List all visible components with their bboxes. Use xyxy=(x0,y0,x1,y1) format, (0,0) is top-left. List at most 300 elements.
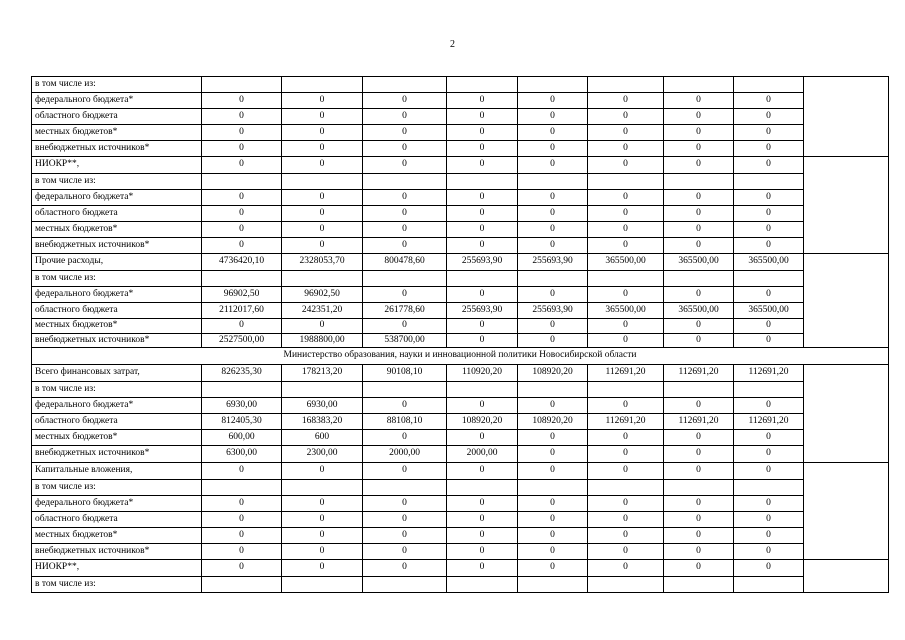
extra-cell xyxy=(804,287,889,303)
row-label: федерального бюджета* xyxy=(32,93,202,109)
value-cell xyxy=(282,77,363,93)
value-cell xyxy=(202,480,282,496)
table-row xyxy=(32,109,889,125)
value-cell: 0 xyxy=(664,222,734,238)
value-cell: 112691,20 xyxy=(664,414,734,430)
value-cell: 0 xyxy=(588,190,664,206)
value-cell xyxy=(363,577,447,593)
row-label: местных бюджетов* xyxy=(32,222,202,238)
table-row xyxy=(32,414,889,430)
row-label: федерального бюджета* xyxy=(32,496,202,512)
row-label: Всего финансовых затрат, xyxy=(32,365,202,382)
value-cell: 0 xyxy=(447,512,518,528)
table-row xyxy=(32,93,889,109)
value-cell: 365500,00 xyxy=(664,303,734,319)
row-label: местных бюджетов* xyxy=(32,430,202,446)
value-cell xyxy=(518,577,588,593)
value-cell: 0 xyxy=(447,222,518,238)
value-cell: 0 xyxy=(282,190,363,206)
value-cell: 0 xyxy=(282,125,363,141)
extra-cell xyxy=(804,93,889,109)
value-cell: 261778,60 xyxy=(363,303,447,319)
value-cell: 0 xyxy=(588,109,664,125)
value-cell: 0 xyxy=(664,560,734,577)
value-cell: 0 xyxy=(363,430,447,446)
value-cell: 0 xyxy=(282,512,363,528)
value-cell xyxy=(447,382,518,398)
value-cell: 0 xyxy=(588,334,664,348)
value-cell: 0 xyxy=(202,125,282,141)
value-cell: 108920,20 xyxy=(447,414,518,430)
value-cell: 365500,00 xyxy=(664,254,734,271)
row-label: внебюджетных источников* xyxy=(32,446,202,463)
value-cell: 0 xyxy=(447,463,518,480)
value-cell: 255693,90 xyxy=(518,254,588,271)
value-cell: 112691,20 xyxy=(734,365,804,382)
value-cell: 0 xyxy=(282,141,363,157)
value-cell: 0 xyxy=(518,512,588,528)
value-cell: 2000,00 xyxy=(363,446,447,463)
value-cell: 0 xyxy=(664,109,734,125)
value-cell: 0 xyxy=(282,560,363,577)
extra-cell xyxy=(804,109,889,125)
value-cell: 0 xyxy=(363,206,447,222)
value-cell xyxy=(202,174,282,190)
extra-cell xyxy=(804,446,889,463)
value-cell xyxy=(447,480,518,496)
table-row xyxy=(32,334,889,348)
value-cell: 0 xyxy=(202,141,282,157)
value-cell: 242351,20 xyxy=(282,303,363,319)
value-cell: 0 xyxy=(588,319,664,334)
value-cell: 0 xyxy=(588,528,664,544)
value-cell: 0 xyxy=(734,544,804,560)
section-row xyxy=(32,348,889,365)
value-cell: 6930,00 xyxy=(202,398,282,414)
value-cell xyxy=(363,382,447,398)
value-cell: 0 xyxy=(588,141,664,157)
value-cell: 0 xyxy=(734,430,804,446)
value-cell xyxy=(588,382,664,398)
value-cell: 0 xyxy=(588,206,664,222)
value-cell: 0 xyxy=(664,496,734,512)
value-cell: 0 xyxy=(202,463,282,480)
value-cell xyxy=(734,577,804,593)
extra-cell xyxy=(804,222,889,238)
table-row xyxy=(32,271,889,287)
extra-cell xyxy=(804,382,889,398)
value-cell: 0 xyxy=(202,190,282,206)
value-cell: 0 xyxy=(518,157,588,174)
value-cell: 0 xyxy=(518,560,588,577)
value-cell: 0 xyxy=(734,319,804,334)
table-row xyxy=(32,303,889,319)
value-cell: 365500,00 xyxy=(588,254,664,271)
row-label: в том числе из: xyxy=(32,382,202,398)
value-cell xyxy=(363,77,447,93)
table-row xyxy=(32,577,889,593)
extra-cell xyxy=(804,271,889,287)
value-cell: 0 xyxy=(734,334,804,348)
value-cell: 2000,00 xyxy=(447,446,518,463)
row-label: местных бюджетов* xyxy=(32,528,202,544)
table-row xyxy=(32,365,889,382)
value-cell: 0 xyxy=(447,496,518,512)
value-cell xyxy=(447,174,518,190)
row-label: областного бюджета xyxy=(32,109,202,125)
value-cell: 0 xyxy=(363,496,447,512)
value-cell: 0 xyxy=(734,463,804,480)
value-cell: 0 xyxy=(664,238,734,254)
value-cell: 0 xyxy=(363,141,447,157)
value-cell: 0 xyxy=(447,93,518,109)
extra-cell xyxy=(804,430,889,446)
value-cell: 0 xyxy=(363,109,447,125)
value-cell: 0 xyxy=(588,93,664,109)
value-cell: 0 xyxy=(518,319,588,334)
value-cell: 0 xyxy=(447,109,518,125)
value-cell: 0 xyxy=(588,544,664,560)
value-cell: 0 xyxy=(664,528,734,544)
value-cell xyxy=(664,382,734,398)
value-cell xyxy=(588,174,664,190)
value-cell: 0 xyxy=(588,463,664,480)
value-cell xyxy=(734,382,804,398)
value-cell: 0 xyxy=(363,560,447,577)
value-cell: 0 xyxy=(664,93,734,109)
extra-cell xyxy=(804,414,889,430)
value-cell xyxy=(202,577,282,593)
value-cell: 826235,30 xyxy=(202,365,282,382)
table-row xyxy=(32,174,889,190)
value-cell: 0 xyxy=(202,512,282,528)
value-cell: 0 xyxy=(202,109,282,125)
value-cell xyxy=(588,77,664,93)
extra-cell xyxy=(804,141,889,157)
value-cell: 0 xyxy=(202,238,282,254)
value-cell: 90108,10 xyxy=(363,365,447,382)
value-cell: 0 xyxy=(447,157,518,174)
value-cell xyxy=(664,480,734,496)
value-cell xyxy=(202,271,282,287)
value-cell xyxy=(447,271,518,287)
value-cell: 0 xyxy=(363,222,447,238)
value-cell xyxy=(588,480,664,496)
value-cell: 0 xyxy=(588,430,664,446)
value-cell: 0 xyxy=(363,238,447,254)
value-cell: 0 xyxy=(363,157,447,174)
value-cell: 0 xyxy=(447,430,518,446)
value-cell: 0 xyxy=(664,206,734,222)
value-cell: 0 xyxy=(588,560,664,577)
value-cell: 0 xyxy=(518,446,588,463)
value-cell: 6300,00 xyxy=(202,446,282,463)
value-cell: 0 xyxy=(363,398,447,414)
value-cell xyxy=(734,480,804,496)
value-cell: 0 xyxy=(363,190,447,206)
value-cell: 538700,00 xyxy=(363,334,447,348)
value-cell: 0 xyxy=(518,190,588,206)
value-cell: 0 xyxy=(202,544,282,560)
value-cell: 0 xyxy=(202,319,282,334)
budget-table xyxy=(31,76,889,593)
value-cell: 2527500,00 xyxy=(202,334,282,348)
table-row xyxy=(32,480,889,496)
value-cell: 0 xyxy=(202,528,282,544)
value-cell: 0 xyxy=(518,125,588,141)
value-cell xyxy=(588,577,664,593)
value-cell: 0 xyxy=(447,190,518,206)
value-cell: 0 xyxy=(664,190,734,206)
table-row xyxy=(32,141,889,157)
extra-cell xyxy=(804,174,889,190)
value-cell: 255693,90 xyxy=(447,254,518,271)
row-label: Капитальные вложения, xyxy=(32,463,202,480)
value-cell: 0 xyxy=(363,544,447,560)
value-cell xyxy=(518,382,588,398)
value-cell: 112691,20 xyxy=(664,365,734,382)
extra-cell xyxy=(804,480,889,496)
value-cell: 0 xyxy=(664,287,734,303)
value-cell: 0 xyxy=(664,544,734,560)
row-label: местных бюджетов* xyxy=(32,125,202,141)
table-row xyxy=(32,190,889,206)
value-cell: 0 xyxy=(518,463,588,480)
value-cell: 0 xyxy=(363,93,447,109)
value-cell: 112691,20 xyxy=(588,365,664,382)
value-cell: 0 xyxy=(202,560,282,577)
value-cell: 0 xyxy=(202,206,282,222)
extra-cell xyxy=(804,334,889,348)
value-cell: 2112017,60 xyxy=(202,303,282,319)
row-label: в том числе из: xyxy=(32,77,202,93)
value-cell: 1988800,00 xyxy=(282,334,363,348)
extra-cell xyxy=(804,77,889,93)
value-cell: 0 xyxy=(518,496,588,512)
value-cell: 110920,20 xyxy=(447,365,518,382)
value-cell xyxy=(664,77,734,93)
value-cell xyxy=(447,77,518,93)
value-cell: 0 xyxy=(734,222,804,238)
value-cell: 0 xyxy=(664,319,734,334)
table-row xyxy=(32,496,889,512)
value-cell: 0 xyxy=(664,446,734,463)
value-cell xyxy=(363,174,447,190)
value-cell: 0 xyxy=(447,287,518,303)
value-cell: 0 xyxy=(588,157,664,174)
value-cell: 0 xyxy=(734,446,804,463)
value-cell: 0 xyxy=(518,109,588,125)
value-cell xyxy=(518,174,588,190)
value-cell: 0 xyxy=(518,93,588,109)
value-cell: 0 xyxy=(363,287,447,303)
value-cell: 0 xyxy=(447,141,518,157)
value-cell: 0 xyxy=(282,238,363,254)
section-title: Министерство образования, науки и инновационной политики Новосибирской области xyxy=(32,348,889,365)
value-cell: 0 xyxy=(734,238,804,254)
row-label: областного бюджета xyxy=(32,512,202,528)
extra-cell xyxy=(804,398,889,414)
value-cell: 0 xyxy=(664,157,734,174)
value-cell: 0 xyxy=(734,190,804,206)
table-row xyxy=(32,222,889,238)
extra-cell xyxy=(804,238,889,254)
value-cell: 0 xyxy=(588,496,664,512)
value-cell xyxy=(363,271,447,287)
value-cell: 0 xyxy=(202,157,282,174)
value-cell: 0 xyxy=(202,496,282,512)
value-cell: 0 xyxy=(664,334,734,348)
value-cell: 96902,50 xyxy=(202,287,282,303)
value-cell: 0 xyxy=(734,560,804,577)
value-cell: 0 xyxy=(447,319,518,334)
value-cell: 600 xyxy=(282,430,363,446)
value-cell: 0 xyxy=(664,463,734,480)
row-label: областного бюджета xyxy=(32,303,202,319)
value-cell xyxy=(518,77,588,93)
value-cell: 0 xyxy=(734,206,804,222)
extra-cell xyxy=(804,544,889,560)
value-cell: 0 xyxy=(518,398,588,414)
value-cell: 0 xyxy=(588,125,664,141)
table-row xyxy=(32,382,889,398)
table-row xyxy=(32,157,889,174)
value-cell: 0 xyxy=(734,512,804,528)
value-cell: 800478,60 xyxy=(363,254,447,271)
row-label: местных бюджетов* xyxy=(32,319,202,334)
row-label: в том числе из: xyxy=(32,480,202,496)
value-cell: 0 xyxy=(518,544,588,560)
value-cell xyxy=(518,271,588,287)
row-label: в том числе из: xyxy=(32,174,202,190)
table-row xyxy=(32,319,889,334)
value-cell: 0 xyxy=(282,93,363,109)
value-cell: 0 xyxy=(282,528,363,544)
value-cell xyxy=(282,480,363,496)
row-label: НИОКР**, xyxy=(32,560,202,577)
extra-cell xyxy=(804,560,889,577)
value-cell: 0 xyxy=(447,334,518,348)
row-label: внебюджетных источников* xyxy=(32,141,202,157)
value-cell: 0 xyxy=(734,496,804,512)
value-cell: 0 xyxy=(363,512,447,528)
value-cell xyxy=(363,480,447,496)
row-label: внебюджетных источников* xyxy=(32,334,202,348)
row-label: федерального бюджета* xyxy=(32,398,202,414)
value-cell: 0 xyxy=(734,93,804,109)
value-cell: 0 xyxy=(518,334,588,348)
row-label: в том числе из: xyxy=(32,271,202,287)
value-cell: 0 xyxy=(282,109,363,125)
value-cell: 0 xyxy=(588,238,664,254)
value-cell xyxy=(202,382,282,398)
value-cell xyxy=(282,271,363,287)
table-row xyxy=(32,528,889,544)
value-cell: 0 xyxy=(363,528,447,544)
extra-cell xyxy=(804,496,889,512)
value-cell: 0 xyxy=(664,125,734,141)
value-cell: 0 xyxy=(664,141,734,157)
row-label: федерального бюджета* xyxy=(32,190,202,206)
value-cell xyxy=(518,480,588,496)
table-row xyxy=(32,206,889,222)
table-row xyxy=(32,125,889,141)
table-row xyxy=(32,77,889,93)
page-number: 2 xyxy=(450,39,455,50)
value-cell: 0 xyxy=(282,206,363,222)
value-cell xyxy=(282,577,363,593)
value-cell xyxy=(734,271,804,287)
value-cell: 0 xyxy=(588,512,664,528)
value-cell: 168383,20 xyxy=(282,414,363,430)
value-cell: 2328053,70 xyxy=(282,254,363,271)
value-cell: 0 xyxy=(363,125,447,141)
value-cell: 6930,00 xyxy=(282,398,363,414)
extra-cell xyxy=(804,303,889,319)
value-cell: 255693,90 xyxy=(447,303,518,319)
extra-cell xyxy=(804,319,889,334)
value-cell: 4736420,10 xyxy=(202,254,282,271)
value-cell: 0 xyxy=(734,287,804,303)
table-row xyxy=(32,238,889,254)
extra-cell xyxy=(804,190,889,206)
value-cell: 812405,30 xyxy=(202,414,282,430)
value-cell: 0 xyxy=(447,544,518,560)
extra-cell xyxy=(804,577,889,593)
row-label: НИОКР**, xyxy=(32,157,202,174)
table-row xyxy=(32,544,889,560)
value-cell: 365500,00 xyxy=(734,303,804,319)
value-cell: 0 xyxy=(202,222,282,238)
value-cell: 0 xyxy=(518,430,588,446)
value-cell: 0 xyxy=(447,398,518,414)
value-cell: 178213,20 xyxy=(282,365,363,382)
value-cell: 0 xyxy=(518,238,588,254)
value-cell: 0 xyxy=(447,528,518,544)
value-cell xyxy=(202,77,282,93)
extra-cell xyxy=(804,512,889,528)
value-cell xyxy=(664,577,734,593)
value-cell: 0 xyxy=(447,206,518,222)
value-cell: 0 xyxy=(734,109,804,125)
value-cell: 0 xyxy=(664,398,734,414)
value-cell: 0 xyxy=(518,287,588,303)
value-cell: 0 xyxy=(734,141,804,157)
row-label: федерального бюджета* xyxy=(32,287,202,303)
value-cell xyxy=(282,382,363,398)
table-row xyxy=(32,560,889,577)
table-row xyxy=(32,287,889,303)
value-cell: 0 xyxy=(282,463,363,480)
value-cell: 0 xyxy=(518,528,588,544)
value-cell xyxy=(664,174,734,190)
value-cell: 108920,20 xyxy=(518,365,588,382)
row-label: областного бюджета xyxy=(32,414,202,430)
value-cell: 0 xyxy=(363,463,447,480)
value-cell: 0 xyxy=(664,512,734,528)
extra-cell xyxy=(804,528,889,544)
value-cell xyxy=(734,77,804,93)
value-cell: 96902,50 xyxy=(282,287,363,303)
extra-cell xyxy=(804,125,889,141)
row-label: Прочие расходы, xyxy=(32,254,202,271)
value-cell: 0 xyxy=(282,157,363,174)
value-cell: 0 xyxy=(202,93,282,109)
value-cell: 0 xyxy=(447,560,518,577)
value-cell xyxy=(664,271,734,287)
value-cell: 0 xyxy=(447,238,518,254)
value-cell: 0 xyxy=(664,430,734,446)
